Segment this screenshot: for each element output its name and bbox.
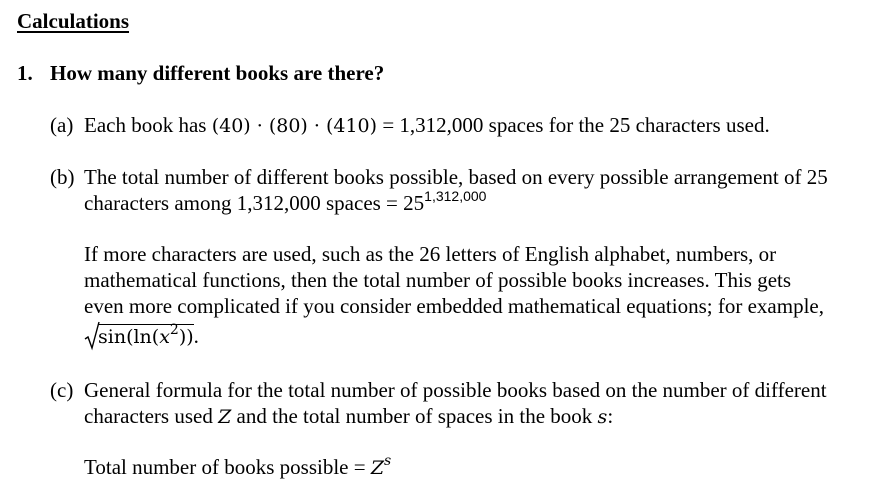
- item-c-line1: General formula for the total number of possible books based on the number of different: [84, 378, 827, 402]
- item-b-line2-text: characters among 1,312,000 spaces = 25: [84, 191, 425, 215]
- formula-exponent: s: [384, 453, 392, 469]
- item-b-label: (b): [50, 165, 75, 189]
- sqrt-expression: [84, 324, 194, 349]
- item-c-formula: [84, 455, 391, 480]
- question-title: How many different books are there?: [50, 61, 385, 85]
- formula-text: Total number of books possible =: [84, 455, 371, 479]
- item-b-para2-line3: even more complicated if you consider embedded mathematical equations; for example,: [84, 294, 824, 318]
- item-a-label: (a): [50, 113, 74, 137]
- item-c-line2: characters used Z and the total number of spaces in the book s:: [84, 404, 614, 428]
- item-a-text-after: = 1,312,000 spaces for the 25 characters used.: [377, 113, 770, 137]
- var-s: s: [597, 406, 608, 428]
- item-b-line1: The total number of different books possible, based on every possible arrangement of 25: [84, 165, 828, 189]
- question-number: 1.: [17, 61, 33, 85]
- calculations-heading: Calculations: [17, 9, 130, 33]
- item-a-math: (40) · (80) · (410): [211, 115, 378, 137]
- item-b-example-period: .: [193, 324, 199, 348]
- sqrt-radicand: $\sin(\ln(x^2))$: [98, 322, 194, 348]
- var-z: Z: [218, 406, 232, 428]
- item-b-exponent: 1,312,000: [424, 188, 487, 204]
- item-b-para2-line1: If more characters are used, such as the 26 letters of English alphabet, numbers, or: [84, 242, 777, 266]
- item-b-example-equation: [84, 324, 199, 349]
- item-b-para2-line2: mathematical functions, then the total number of possible books increases. This gets: [84, 268, 792, 292]
- item-a-text-before: Each book has: [84, 113, 212, 137]
- item-b-line2: [84, 188, 487, 216]
- item-a-text: [84, 113, 770, 138]
- item-c-label: (c): [50, 378, 74, 402]
- sqrt-radical-icon: [84, 321, 100, 351]
- formula-base: Z: [370, 457, 385, 479]
